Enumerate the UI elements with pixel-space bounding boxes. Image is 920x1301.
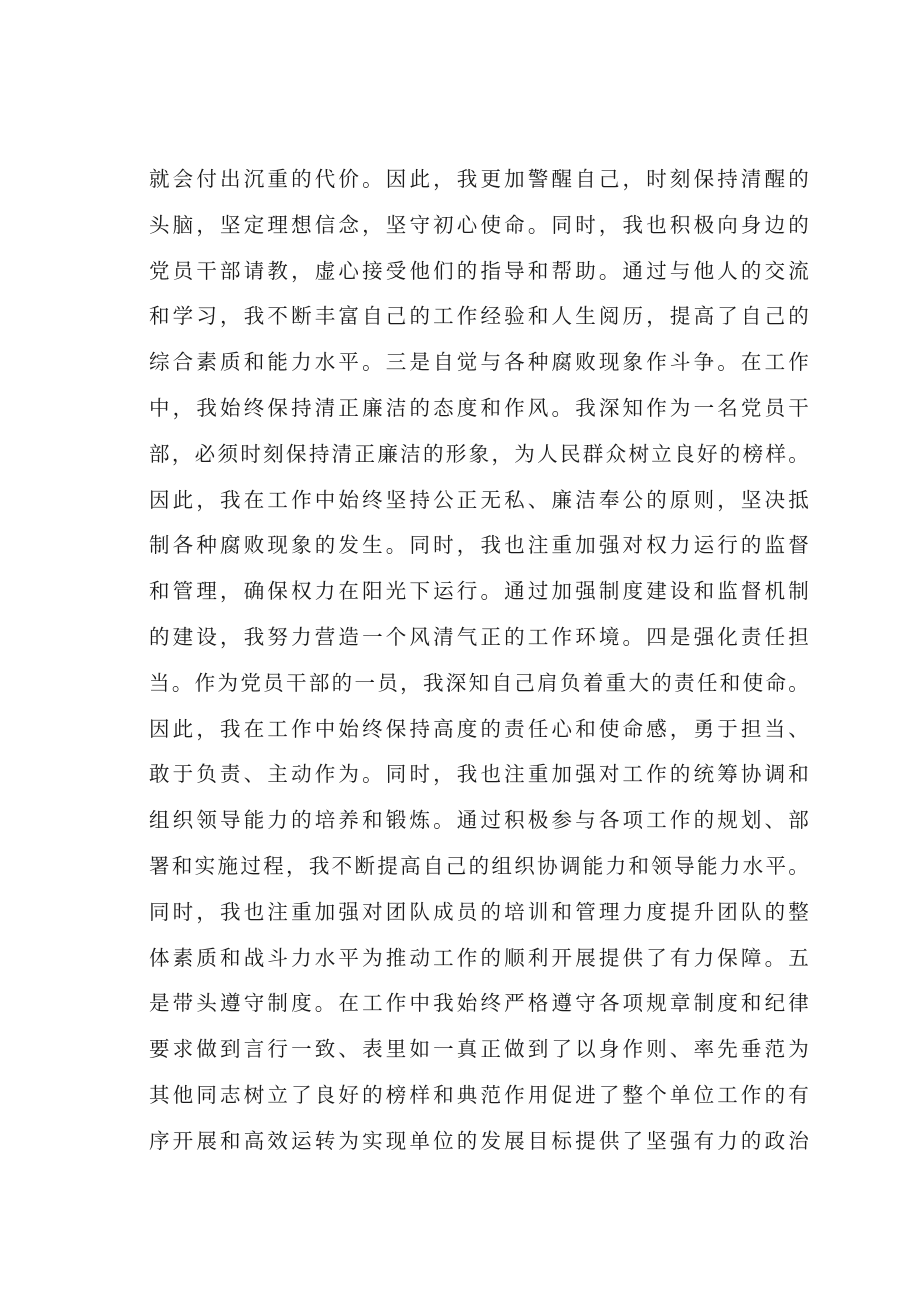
text-line: 部，必须时刻保持清正廉洁的形象，为人民群众树立良好的榜样。 <box>149 441 809 466</box>
text-line: 的建设，我努力营造一个风清气正的工作环境。四是强化责任担 <box>149 624 809 649</box>
text-line: 其他同志树立了良好的榜样和典范作用促进了整个单位工作的有 <box>149 1082 809 1107</box>
text-line: 序开展和高效运转为实现单位的发展目标提供了坚强有力的政治 <box>149 1128 809 1153</box>
text-line: 综合素质和能力水平。三是自觉与各种腐败现象作斗争。在工作 <box>149 350 809 375</box>
text-line: 中，我始终保持清正廉洁的态度和作风。我深知作为一名党员干 <box>149 395 809 420</box>
text-line: 和管理，确保权力在阳光下运行。通过加强制度建设和监督机制 <box>149 579 809 604</box>
text-line: 因此，我在工作中始终坚持公正无私、廉洁奉公的原则，坚决抵 <box>149 487 809 512</box>
text-line: 署和实施过程，我不断提高自己的组织协调能力和领导能力水平。 <box>149 853 809 878</box>
text-line: 因此，我在工作中始终保持高度的责任心和使命感，勇于担当、 <box>149 716 809 741</box>
text-line: 同时，我也注重加强对团队成员的培训和管理力度提升团队的整 <box>149 899 809 924</box>
text-line: 头脑，坚定理想信念，坚守初心使命。同时，我也积极向身边的 <box>149 212 809 237</box>
text-line: 当。作为党员干部的一员，我深知自己肩负着重大的责任和使命。 <box>149 670 809 695</box>
body-text <box>149 157 809 1165</box>
text-line: 敢于负责、主动作为。同时，我也注重加强对工作的统筹协调和 <box>149 762 809 787</box>
text-line: 组织领导能力的培养和锻炼。通过积极参与各项工作的规划、部 <box>149 808 809 833</box>
text-line: 和学习，我不断丰富自己的工作经验和人生阅历，提高了自己的 <box>149 304 809 329</box>
text-line: 就会付出沉重的代价。因此，我更加警醒自己，时刻保持清醒的 <box>149 167 809 191</box>
text-line: 要求做到言行一致、表里如一真正做到了以身作则、率先垂范为 <box>149 1037 809 1062</box>
text-line: 是带头遵守制度。在工作中我始终严格遵守各项规章制度和纪律 <box>149 991 809 1016</box>
text-line: 制各种腐败现象的发生。同时，我也注重加强对权力运行的监督 <box>149 533 809 558</box>
text-line: 体素质和战斗力水平为推动工作的顺利开展提供了有力保障。五 <box>149 945 809 970</box>
text-line: 党员干部请教，虚心接受他们的指导和帮助。通过与他人的交流 <box>149 258 809 283</box>
